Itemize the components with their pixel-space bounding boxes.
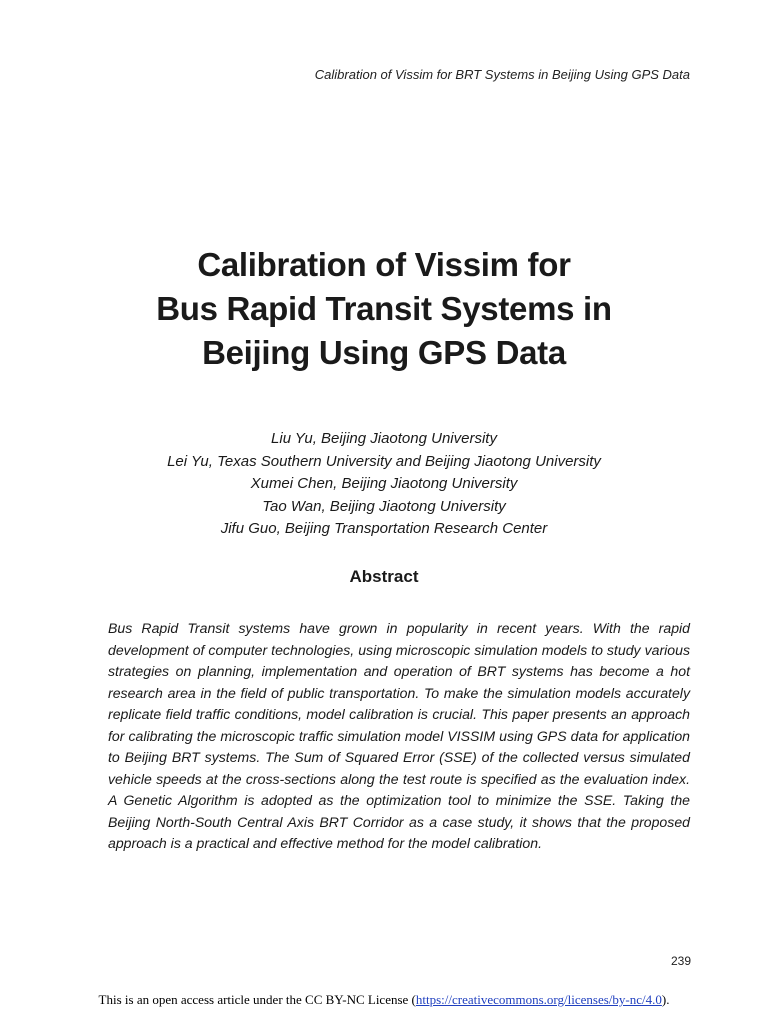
page-number: 239 <box>670 954 691 968</box>
paper-title <box>0 243 768 375</box>
author-5: Jifu Guo, Beijing Transportation Research Center <box>220 520 548 537</box>
title-line-2: Bus Rapid Transit Systems in <box>156 290 612 327</box>
author-2: Lei Yu, Texas Southern University and Beijing Jiaotong University <box>167 452 601 470</box>
author-list <box>0 428 768 541</box>
license-notice <box>0 992 768 1008</box>
license-link[interactable]: https://creativecommons.org/licenses/by-nc/4.0 <box>415 992 662 1007</box>
abstract-body: Bus Rapid Transit systems have grown in popularity in recent years. With the rapid development of computer technologies, using microscopic simulation models to study various strategies on planning, implementation and operation of BRT systems has become a hot research area in the field of public transportation. To make the simulation models accurately replicate field traffic conditions, model calibration is crucial. This paper presents an approach for calibrating the microscopic traffic simulation model VISSIM using GPS data for application to Beijing BRT systems. The Sum of Squared Error (SSE) of the collected versus simulated vehicle speeds at the cross-sections along the test route is specified as the evaluation index. A Genetic Algorithm is adopted as the optimization tool to minimize the SSE. Taking the Beijing North-South Central Axis BRT Corridor as a case study, it shows that the proposed approach is a practical and effective method for the model calibration. <box>108 620 690 851</box>
license-suffix: ). <box>661 992 670 1007</box>
title-line-3: Beijing Using GPS Data <box>202 334 566 371</box>
abstract-heading: Abstract <box>349 567 419 586</box>
title-line-1: Calibration of Vissim for <box>197 246 571 283</box>
author-4: Tao Wan, Beijing Jiaotong University <box>262 497 506 515</box>
running-head: Calibration of Vissim for BRT Systems in Beijing Using GPS Data <box>314 67 690 82</box>
author-1: Liu Yu, Beijing Jiaotong University <box>271 430 497 447</box>
author-3: Xumei Chen, Beijing Jiaotong University <box>250 475 518 492</box>
license-prefix: This is an open access article under the CC BY-NC License ( <box>98 992 416 1007</box>
